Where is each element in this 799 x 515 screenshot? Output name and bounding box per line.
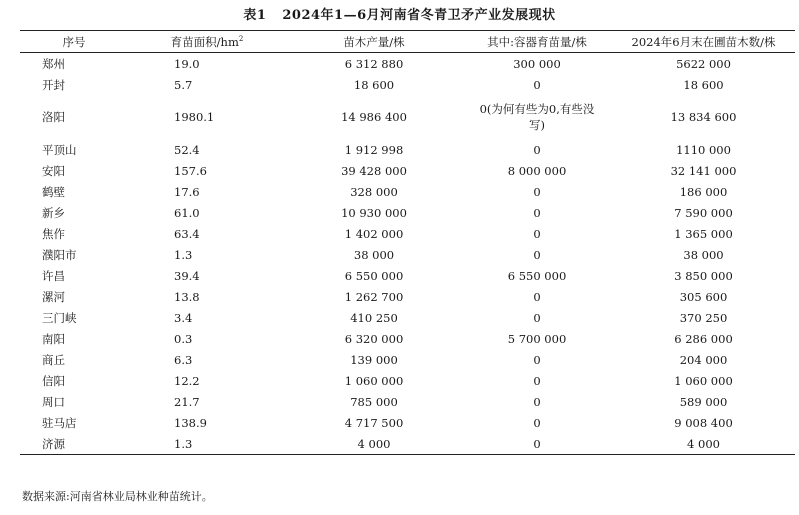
table-body [20, 53, 795, 455]
cell-container: 6 550 000 [507, 268, 567, 283]
cell-stock: 305 600 [679, 289, 728, 304]
cell-region: 鹤壁 [42, 184, 65, 199]
cell-stock: 13 834 600 [670, 110, 737, 124]
cell-region: 许昌 [42, 268, 65, 283]
cell-container: 5 700 000 [507, 331, 567, 346]
table-row [20, 202, 795, 223]
cell-container: 0 [533, 352, 541, 367]
cell-area: 61.0 [174, 205, 200, 220]
cell-container: 0 [533, 394, 541, 409]
table-title-text: 2024年1—6月河南省冬青卫矛产业发展现状 [282, 8, 556, 23]
cell-container: 0 [533, 205, 541, 220]
cell-region: 驻马店 [42, 415, 77, 430]
col-header-area: 育苗面积$/hm^2$ [128, 31, 286, 53]
table-row [20, 139, 795, 160]
cell-area: 138.9 [174, 415, 207, 430]
cell-output: 1 060 000 [344, 373, 404, 388]
cell-region: 平顶山 [42, 142, 77, 157]
table-row [20, 53, 795, 75]
cell-container: 0 [533, 226, 541, 241]
cell-container: 0 [533, 415, 541, 430]
cell-output: 1 402 000 [344, 226, 404, 241]
cell-output: 1 912 998 [344, 142, 404, 157]
cell-area: 12.2 [174, 373, 200, 388]
table-row [20, 181, 795, 202]
cell-region: 濮阳市 [42, 247, 77, 262]
cell-stock: 1 365 000 [674, 226, 733, 241]
source-note: 数据来源:河南省林业局林业种苗统计。 [22, 490, 213, 503]
table-row [20, 370, 795, 391]
cell-container: 300 000 [513, 56, 561, 71]
cell-region: 周口 [42, 394, 65, 409]
cell-region: 南阳 [42, 331, 65, 346]
cell-stock: 9 008 400 [674, 415, 733, 430]
cell-region: 济源 [20, 433, 128, 455]
table-row [20, 391, 795, 412]
cell-region: 三门峡 [42, 310, 77, 325]
cell-output: 139 000 [350, 352, 398, 367]
cell-region: 漯河 [42, 289, 65, 304]
cell-region: 开封 [42, 77, 65, 92]
cell-area: 21.7 [174, 394, 200, 409]
cell-output: 4 000 [286, 433, 462, 455]
cell-stock: 4 000 [612, 433, 795, 455]
cell-output: 4 717 500 [344, 415, 404, 430]
cell-region: 焦作 [42, 226, 65, 241]
cell-stock: 38 000 [683, 247, 724, 262]
cell-output: 410 250 [350, 310, 398, 325]
table-row [20, 244, 795, 265]
cell-area: 17.6 [174, 184, 200, 199]
cell-region: 信阳 [42, 373, 65, 388]
table-title [0, 4, 799, 23]
cell-area: 157.6 [174, 163, 207, 178]
cell-area: 5.7 [174, 77, 193, 92]
cell-region: 新乡 [42, 205, 65, 220]
cell-container: 0 [533, 310, 541, 325]
cell-region: 洛阳 [42, 110, 65, 124]
cell-output: 39 428 000 [341, 163, 407, 178]
cell-output: 1 262 700 [344, 289, 404, 304]
table-row [20, 223, 795, 244]
cell-area: 6.3 [174, 352, 193, 367]
cell-stock: 186 000 [679, 184, 728, 199]
cell-container: 0 [533, 247, 541, 262]
area-unit-superscript: 2 [238, 34, 244, 43]
cell-output: 10 930 000 [341, 205, 407, 220]
cell-output: 38 000 [353, 247, 395, 262]
table-row [20, 328, 795, 349]
cell-area: 1.3 [128, 433, 286, 455]
header-row [20, 31, 795, 53]
table-row [20, 286, 795, 307]
cell-output: 6 550 000 [344, 268, 404, 283]
cell-stock: 589 000 [679, 394, 728, 409]
cell-area: 13.8 [174, 289, 200, 304]
col-header-output: 苗木产量/株 [286, 31, 462, 53]
cell-stock: 5622 000 [676, 56, 731, 71]
cell-area: 1980.1 [174, 110, 215, 124]
table-row [20, 265, 795, 286]
table-row [20, 307, 795, 328]
table-row [20, 412, 795, 433]
table-row [20, 160, 795, 181]
table-row [20, 433, 795, 455]
table-number: 表1 [243, 8, 267, 23]
cell-area: 39.4 [174, 268, 200, 283]
cell-output: 14 986 400 [341, 110, 407, 124]
cell-container: 8 000 000 [507, 163, 567, 178]
col-header-stock: 2024年6月末在圃苗木数/株 [612, 31, 795, 53]
cell-region: 安阳 [42, 163, 65, 178]
cell-region: 郑州 [42, 56, 65, 71]
cell-stock: 6 286 000 [674, 331, 733, 346]
table-header [20, 31, 795, 53]
data-table [20, 30, 795, 455]
cell-area: 52.4 [174, 142, 200, 157]
cell-stock: 204 000 [679, 352, 728, 367]
cell-stock: 370 250 [679, 310, 728, 325]
col-header-index: 序号 [20, 31, 128, 53]
cell-area: 63.4 [174, 226, 200, 241]
cell-area: 3.4 [174, 310, 193, 325]
cell-container: 0 [462, 433, 612, 455]
cell-container: 0 [533, 373, 541, 388]
col-header-container: 其中:容器育苗量/株 [462, 31, 612, 53]
cell-stock: 3 850 000 [674, 268, 733, 283]
cell-output: 785 000 [350, 394, 398, 409]
cell-stock: 1110 000 [676, 142, 731, 157]
cell-area: 0.3 [174, 331, 193, 346]
cell-container: 0 [533, 289, 541, 304]
table-row [20, 349, 795, 370]
cell-output: 328 000 [350, 184, 398, 199]
cell-output: 6 320 000 [344, 331, 404, 346]
cell-stock: 7 590 000 [674, 205, 733, 220]
cell-region: 商丘 [42, 352, 65, 367]
cell-container: 0(为何有些为0,有些没写) [479, 102, 595, 132]
cell-area: 19.0 [174, 56, 200, 71]
cell-stock: 1 060 000 [674, 373, 733, 388]
cell-container: 0 [533, 184, 541, 199]
cell-container: 0 [533, 77, 541, 92]
cell-output: 6 312 880 [344, 56, 404, 71]
cell-output: 18 600 [353, 77, 395, 92]
cell-stock: 32 141 000 [670, 163, 737, 178]
table-row [20, 74, 795, 95]
cell-stock: 18 600 [683, 77, 724, 92]
cell-area: 1.3 [174, 247, 193, 262]
cell-container: 0 [533, 142, 541, 157]
table-row [20, 95, 795, 139]
